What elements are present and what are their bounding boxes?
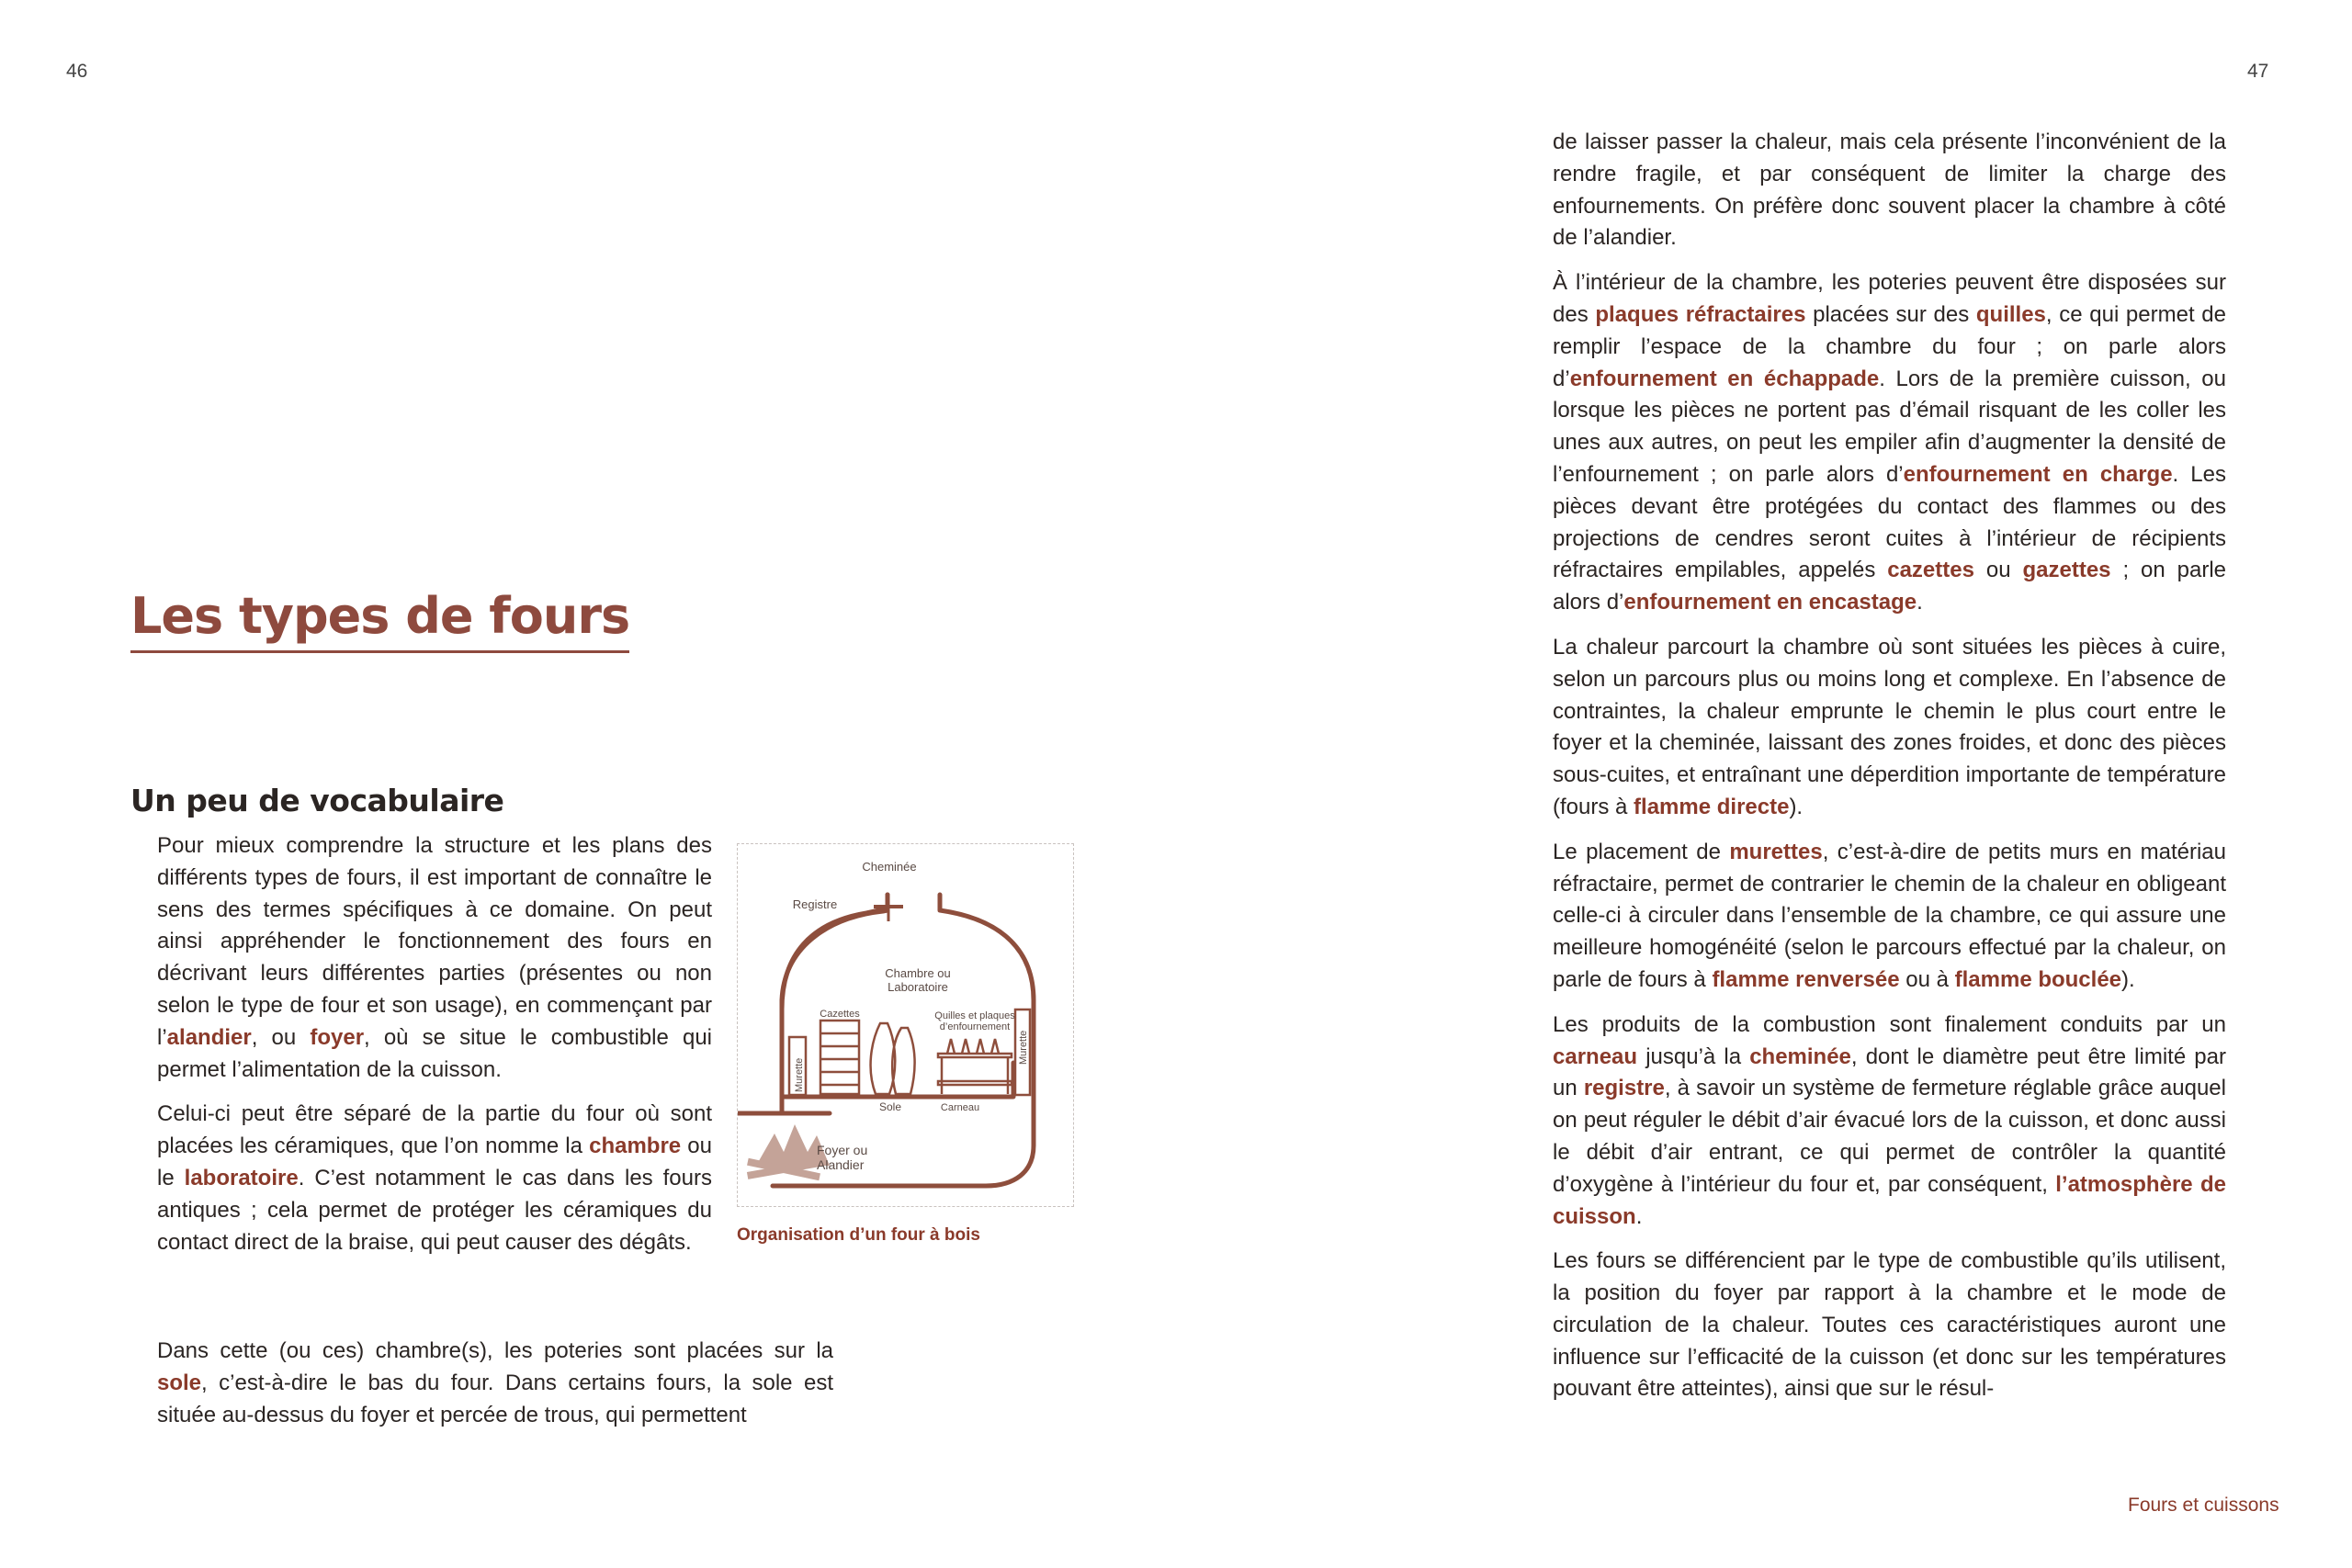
text-run: . Les pièces devant être protégées du contact des flammes ou des projections de cendres seront cuites à l’intérieur de récipients réfractaires empilables, appelés (1553, 461, 2226, 583)
page-number-right: 47 (2247, 61, 2269, 82)
keyword: carneau (1553, 1043, 1638, 1069)
keyword: quilles (1975, 301, 2046, 327)
kiln-outline (738, 895, 888, 1113)
shelf-pots (947, 1039, 999, 1054)
text-run: de laisser passer la chaleur, mais cela présente l’inconvénient de la rendre fragile, et par conséquent de limiter la charge des enfournements. On préfère donc souvent placer la chambre à côté de l’alandier. (1553, 130, 2226, 251)
section-title: Les types de fours (130, 588, 629, 653)
text-run: . C’est notamment le cas dans les fours antiques ; cela permet de protéger les céramiques du contact direct de la braise, qui peut causer des dégâts. (157, 1165, 712, 1255)
keyword: l’atmosphère de cuisson (1553, 1171, 2227, 1229)
paragraph (157, 830, 712, 1086)
label-chimney: Cheminée (862, 860, 917, 874)
text-run: ). (1789, 794, 1804, 819)
label-chamber-2: Laboratoire (888, 980, 948, 994)
text-run: , c’est-à-dire de petits murs en matériau réfractaire, permet de contrarier le chemin de la chaleur en obligeant celle-ci à circuler dans l’ensemble de la chambre, ce qui assure une meilleure homogénéité (selon le parcours effectué par la chaleur, on parle de fours à (1553, 839, 2226, 992)
paragraph (1553, 267, 2226, 619)
shelf-top (938, 1054, 1012, 1057)
paragraph (1553, 1246, 2226, 1405)
text-run: ; on parle alors d’ (1553, 558, 2226, 615)
paragraph (1553, 632, 2226, 824)
keyword: enfournement en échappade (1569, 366, 1880, 391)
label-firebox-1: Foyer ou (817, 1143, 868, 1157)
cazettes-stack (820, 1021, 859, 1094)
text-run: ). (2121, 966, 2135, 992)
text-run: jusqu’à la (1637, 1043, 1750, 1069)
text-run: , ce qui permet de remplir l’espace de la chambre du four ; on parle alors d’ (1553, 301, 2226, 391)
kiln-diagram (737, 843, 1074, 1207)
left-column-text (157, 830, 712, 1271)
text-run: ou (1973, 558, 2023, 583)
text-run: Celui-ci peut être séparé de la partie du four où sont placées les céramiques, que l’on nomme la (157, 1101, 712, 1159)
paragraph (1553, 1010, 2226, 1234)
figure-caption: Organisation d’un four à bois (737, 1225, 980, 1245)
keyword: flamme directe (1634, 794, 1790, 819)
label-wall-right: Murette (1018, 1030, 1029, 1065)
keyword: murettes (1729, 839, 1823, 864)
text-run: ou à (1899, 966, 1955, 992)
shelf-bottom (938, 1081, 1012, 1085)
text-run: Le placement de (1553, 839, 1730, 864)
keyword: flamme renversée (1712, 966, 1900, 992)
keyword: foyer (310, 1024, 365, 1050)
text-run: . (1917, 590, 1923, 615)
paragraph (1553, 837, 2226, 997)
label-shelves-2: d’enfournement (939, 1021, 1011, 1032)
text-run: Les produits de la combustion sont finalement conduits par un (1553, 1011, 2226, 1037)
text-run: , c’est-à-dire le bas du four. Dans certains fours, la sole est située au-dessus du foyer et percée de trous, qui permettent (157, 1370, 833, 1427)
label-firebox-2: Alandier (817, 1157, 865, 1172)
text-run: . Lors de la première cuisson, ou lorsque les pièces ne portent pas d’émail risquant de les coller les unes aux autres, on peut les empiler afin d’augmenter la densité de l’enfournement ; on parle alors d’ (1553, 366, 2226, 487)
keyword: plaques réfractaires (1595, 301, 1806, 327)
label-flue: Carneau (940, 1102, 980, 1113)
text-run: , ou (251, 1024, 311, 1050)
keyword: registre (1583, 1076, 1665, 1101)
keyword: cazettes (1887, 558, 1974, 583)
text-run: Dans cette (ou ces) chambre(s), les poteries sont placées sur la (157, 1338, 833, 1363)
text-run: Les fours se différencient par le type de combustible qu’ils utilisent, la position du foyer par rapport à la chambre et le mode de circulation de la chaleur. Toutes ces caractéristiques auront une influence sur l’efficacité de la cuisson (et donc sur les températures pouvant être atteintes), ainsi que sur le résul- (1553, 1248, 2226, 1402)
piled-pots (871, 1023, 915, 1094)
label-sole: Sole (878, 1100, 902, 1113)
right-column-text (1553, 127, 2226, 1418)
text-run: Pour mieux comprendre la structure et les plans des différents types de fours, il est important de connaître le sens des termes spécifiques à ce domaine. On peut ainsi appréhender le fonctionnement des fours en décrivant leurs différentes parties (présentes ou non selon le type de four et son usage), en commençant par l’ (157, 833, 712, 1050)
paragraph (1553, 127, 2226, 254)
keyword: enfournement en encastage (1623, 590, 1917, 615)
label-wall-left: Murette (794, 1057, 805, 1092)
section-subtitle: Un peu de vocabulaire (130, 783, 504, 818)
keyword: sole (157, 1370, 202, 1395)
label-chamber-1: Chambre ou (885, 966, 951, 980)
label-shelves-1: Quilles et plaques (934, 1010, 1015, 1021)
text-run: . (1635, 1203, 1643, 1229)
text-run: À l’intérieur de la chambre, les poteries peuvent être disposées sur des (1553, 270, 2226, 327)
keyword: chambre (589, 1134, 682, 1159)
text-run: ou le (157, 1134, 712, 1190)
left-column-text-wide (157, 1336, 833, 1444)
text-run: , à savoir un système de fermeture réglable grâce auquel on peut réguler le débit d’air évacué lors de la cuisson, et donc aussi le débit d’air entrant, ce qui permet de contrôler la quantité d’oxygène à l’intérieur du four et, par conséquent, (1553, 1076, 2226, 1197)
text-run: , où se situe le combustible qui permet l’alimentation de la cuisson. (157, 1024, 712, 1082)
paragraph (157, 1336, 833, 1431)
text-run: , dont le diamètre peut être limité par un (1553, 1043, 2226, 1101)
page-number-left: 46 (66, 61, 88, 82)
keyword: laboratoire (184, 1165, 299, 1190)
keyword: gazettes (2022, 558, 2111, 583)
text-run: placées sur des (1805, 301, 1976, 327)
keyword: cheminée (1749, 1043, 1851, 1069)
keyword: enfournement en charge (1903, 461, 2173, 487)
keyword: flamme bouclée (1954, 966, 2122, 992)
label-register: Registre (792, 897, 838, 911)
running-footer: Fours et cuissons (2128, 1495, 2279, 1516)
label-cazettes: Cazettes (820, 1009, 860, 1020)
paragraph (157, 1099, 712, 1258)
keyword: alandier (166, 1024, 252, 1050)
text-run: La chaleur parcourt la chambre où sont situées les pièces à cuire, selon un parcours plus ou moins long et complexe. En l’absence de contraintes, la chaleur emprunte le chemin le plus court entre le foyer et la cheminée, laissant des zones froides, et donc des pièces sous-cuites, et entraînant une déperdition importante de température (fours à (1553, 634, 2226, 819)
